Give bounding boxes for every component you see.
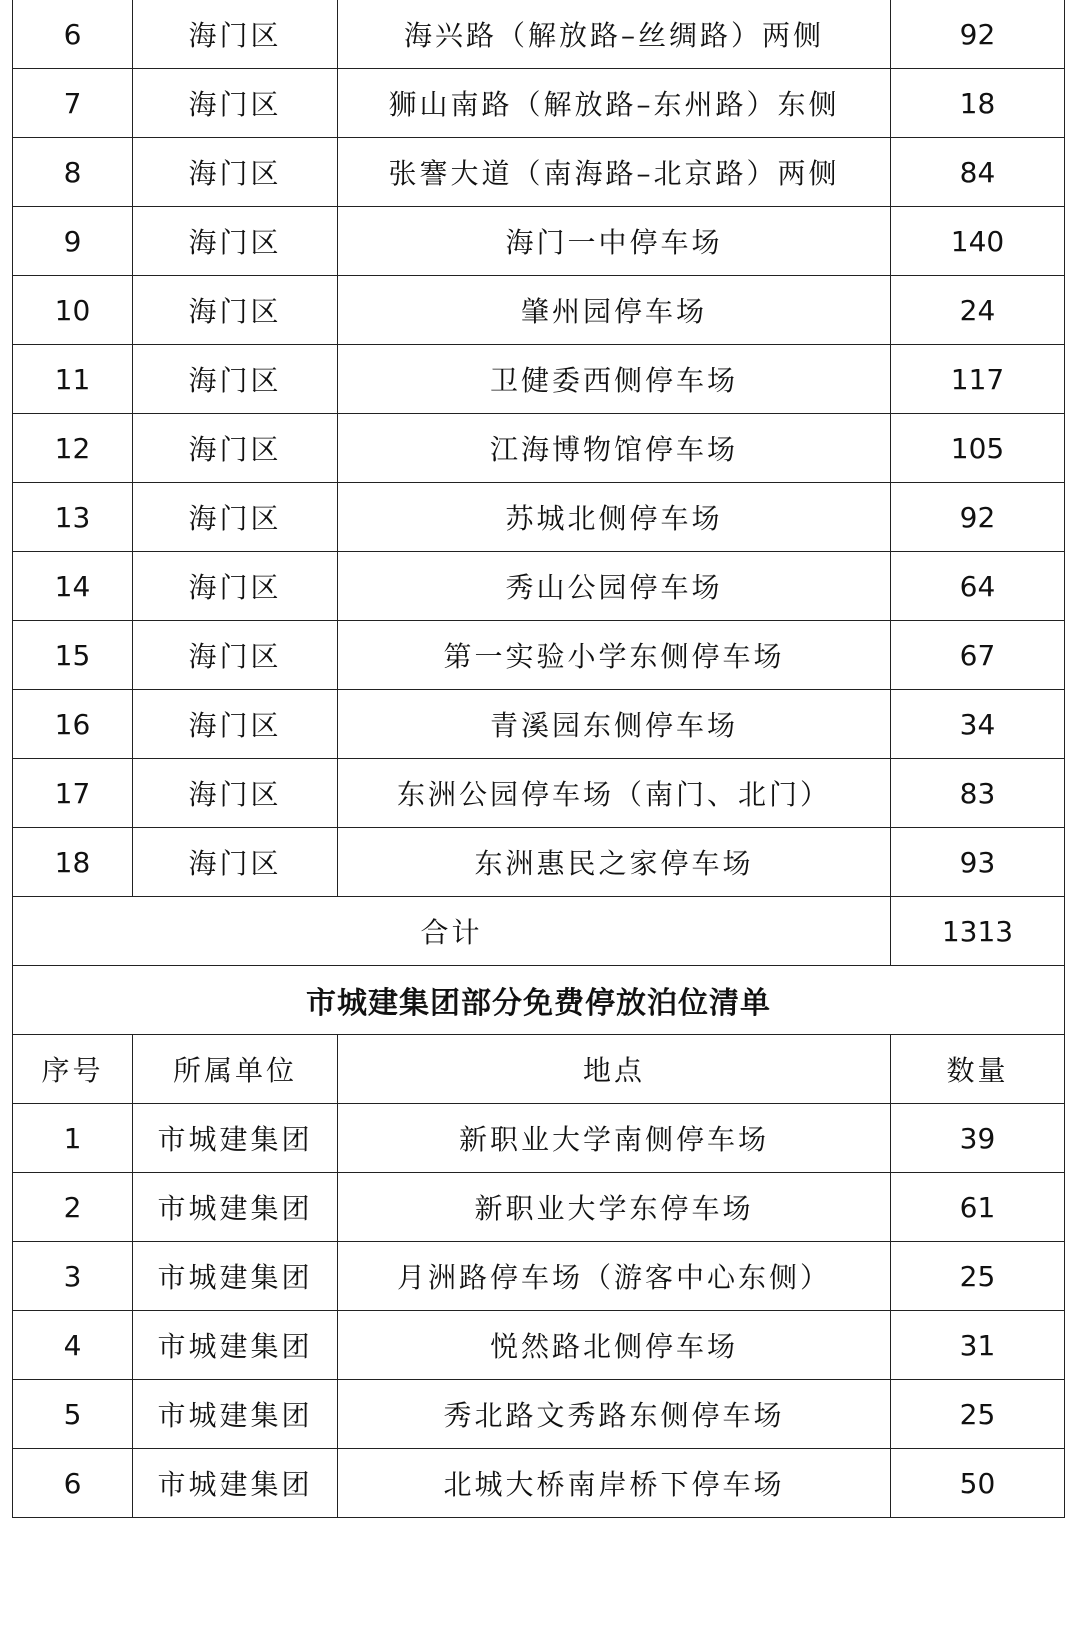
location-cell: 东洲惠民之家停车场 <box>338 828 891 897</box>
count-cell: 92 <box>891 0 1065 69</box>
parking-table <box>12 0 1065 1518</box>
table-row <box>13 345 1065 414</box>
location-cell: 苏城北侧停车场 <box>338 483 891 552</box>
count-cell: 18 <box>891 69 1065 138</box>
location-cell: 狮山南路（解放路–东州路）东侧 <box>338 69 891 138</box>
unit-cell: 海门区 <box>133 69 338 138</box>
table-body <box>13 0 1065 1518</box>
table-row <box>13 207 1065 276</box>
unit-cell: 海门区 <box>133 207 338 276</box>
row-number-cell: 16 <box>13 690 133 759</box>
table-row <box>13 1242 1065 1311</box>
table-row <box>13 138 1065 207</box>
count-cell: 92 <box>891 483 1065 552</box>
row-number-cell: 3 <box>13 1242 133 1311</box>
table-row <box>13 483 1065 552</box>
total-value-cell: 1313 <box>891 897 1065 966</box>
count-cell: 117 <box>891 345 1065 414</box>
count-cell: 61 <box>891 1173 1065 1242</box>
table-row <box>13 552 1065 621</box>
location-cell: 海门一中停车场 <box>338 207 891 276</box>
table-row <box>13 1449 1065 1518</box>
unit-cell: 海门区 <box>133 483 338 552</box>
unit-cell: 市城建集团 <box>133 1173 338 1242</box>
row-number-cell: 17 <box>13 759 133 828</box>
unit-cell: 市城建集团 <box>133 1242 338 1311</box>
count-cell: 39 <box>891 1104 1065 1173</box>
table-row <box>13 759 1065 828</box>
table-row <box>13 828 1065 897</box>
row-number-cell: 2 <box>13 1173 133 1242</box>
location-cell: 北城大桥南岸桥下停车场 <box>338 1449 891 1518</box>
count-cell: 31 <box>891 1311 1065 1380</box>
count-cell: 67 <box>891 621 1065 690</box>
header-unit: 所属单位 <box>133 1035 338 1104</box>
row-number-cell: 13 <box>13 483 133 552</box>
unit-cell: 市城建集团 <box>133 1311 338 1380</box>
row-number-cell: 5 <box>13 1380 133 1449</box>
unit-cell: 市城建集团 <box>133 1104 338 1173</box>
table-row <box>13 621 1065 690</box>
header-location: 地点 <box>338 1035 891 1104</box>
count-cell: 25 <box>891 1242 1065 1311</box>
location-cell: 青溪园东侧停车场 <box>338 690 891 759</box>
row-number-cell: 18 <box>13 828 133 897</box>
count-cell: 34 <box>891 690 1065 759</box>
row-number-cell: 12 <box>13 414 133 483</box>
unit-cell: 市城建集团 <box>133 1449 338 1518</box>
count-cell: 84 <box>891 138 1065 207</box>
total-label-cell: 合计 <box>13 897 891 966</box>
unit-cell: 海门区 <box>133 345 338 414</box>
row-number-cell: 8 <box>13 138 133 207</box>
row-number-cell: 14 <box>13 552 133 621</box>
row-number-cell: 6 <box>13 0 133 69</box>
unit-cell: 海门区 <box>133 552 338 621</box>
unit-cell: 海门区 <box>133 759 338 828</box>
unit-cell: 海门区 <box>133 276 338 345</box>
header-no: 序号 <box>13 1035 133 1104</box>
header-count: 数量 <box>891 1035 1065 1104</box>
count-cell: 25 <box>891 1380 1065 1449</box>
row-number-cell: 15 <box>13 621 133 690</box>
count-cell: 64 <box>891 552 1065 621</box>
header-row <box>13 1035 1065 1104</box>
table-row <box>13 1173 1065 1242</box>
location-cell: 悦然路北侧停车场 <box>338 1311 891 1380</box>
row-number-cell: 10 <box>13 276 133 345</box>
row-number-cell: 9 <box>13 207 133 276</box>
unit-cell: 海门区 <box>133 690 338 759</box>
count-cell: 24 <box>891 276 1065 345</box>
section-title-row <box>13 966 1065 1035</box>
location-cell: 卫健委西侧停车场 <box>338 345 891 414</box>
unit-cell: 海门区 <box>133 414 338 483</box>
count-cell: 50 <box>891 1449 1065 1518</box>
location-cell: 第一实验小学东侧停车场 <box>338 621 891 690</box>
table-row <box>13 1311 1065 1380</box>
count-cell: 140 <box>891 207 1065 276</box>
table-row <box>13 414 1065 483</box>
row-number-cell: 4 <box>13 1311 133 1380</box>
location-cell: 东洲公园停车场（南门、北门） <box>338 759 891 828</box>
location-cell: 肇州园停车场 <box>338 276 891 345</box>
table-row <box>13 690 1065 759</box>
table-row <box>13 0 1065 69</box>
location-cell: 秀北路文秀路东侧停车场 <box>338 1380 891 1449</box>
location-cell: 海兴路（解放路–丝绸路）两侧 <box>338 0 891 69</box>
location-cell: 江海博物馆停车场 <box>338 414 891 483</box>
table-row <box>13 1104 1065 1173</box>
unit-cell: 海门区 <box>133 828 338 897</box>
location-cell: 秀山公园停车场 <box>338 552 891 621</box>
count-cell: 105 <box>891 414 1065 483</box>
location-cell: 张謇大道（南海路–北京路）两侧 <box>338 138 891 207</box>
row-number-cell: 11 <box>13 345 133 414</box>
row-number-cell: 7 <box>13 69 133 138</box>
unit-cell: 海门区 <box>133 0 338 69</box>
unit-cell: 海门区 <box>133 621 338 690</box>
location-cell: 新职业大学南侧停车场 <box>338 1104 891 1173</box>
section-title: 市城建集团部分免费停放泊位清单 <box>13 966 1065 1035</box>
table-row <box>13 69 1065 138</box>
table-row <box>13 276 1065 345</box>
count-cell: 93 <box>891 828 1065 897</box>
location-cell: 新职业大学东停车场 <box>338 1173 891 1242</box>
unit-cell: 市城建集团 <box>133 1380 338 1449</box>
location-cell: 月洲路停车场（游客中心东侧） <box>338 1242 891 1311</box>
count-cell: 83 <box>891 759 1065 828</box>
row-number-cell: 1 <box>13 1104 133 1173</box>
total-row <box>13 897 1065 966</box>
row-number-cell: 6 <box>13 1449 133 1518</box>
table-row <box>13 1380 1065 1449</box>
unit-cell: 海门区 <box>133 138 338 207</box>
